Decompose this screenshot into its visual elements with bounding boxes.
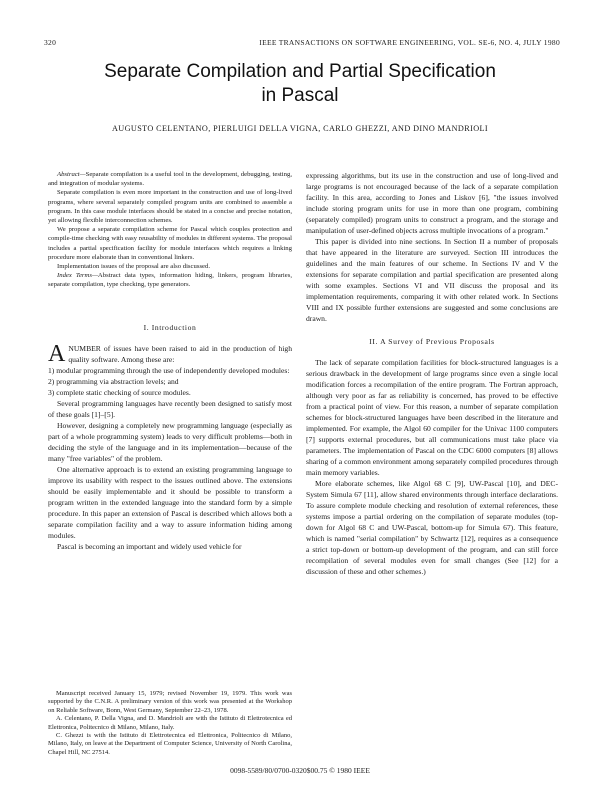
survey-heading: II. A Survey of Previous Proposals — [369, 337, 495, 346]
left-column — [48, 170, 292, 552]
intro-p1: ANUMBER of issues have been raised to aid in the production of high quality software. Among these are: — [48, 340, 292, 367]
right-p2: This paper is divided into nine sections. In Section II a number of proposals that have appeared in the literature are surveyed. Section III introduces the guidelines and the main features of our scheme. In Sections IV and V the extensions for separate compilation and partial specification are presented along with some examples. Sections VI and VII discuss the proposal and its implementation requirements, comparing it with other related work. In Sections VIII and IX possible further extensions are suggested and some conclusions are drawn. — [306, 237, 558, 323]
abstract-p1: Separate compilation is a useful tool in the development, debugging, testing, and integration of modular systems. — [48, 171, 292, 188]
abstract-p4: Implementation issues of the proposal are also discussed. — [57, 263, 211, 271]
abstract-lead: Abstract— — [57, 171, 86, 178]
intro-p4: One alternative approach is to extend an existing programming language to improve its usability with respect to the issues outlined above. The extensions should be easily implementable and it should be possible to transform a program written in the extended language into the standard form by a simple procedure. In this paper an extension of Pascal is described which allows both a separate compilation facility and a way to assure information hiding among modules. — [48, 464, 292, 540]
intro-item-2: 2) programming via abstraction levels; and — [48, 376, 179, 386]
right-p3: The lack of separate compilation facilities for block-structured languages is a serious drawback in the development of large programs since even a single local modification forces a recompilation of the entire program. The Fortran approach, although very poor as far as reliability is concerned, has proved to be effective from a practical point of view. For this reason, a number of separate compilation schemes for block-structured languages have been described in the literature and implemented. For example, the Algol 60 compiler for the Univac 1100 computers [7] supports external procedures, but all communications must take place via parameters. The implementation of Pascal on the CDC 6000 computers [8] allows sharing of a common environment among separately compiled procedures through main memory variables. — [306, 358, 558, 477]
intro-item-1: 1) modular programming through the use of independently developed modules: — [48, 365, 290, 375]
abstract-p3: We propose a separate compilation scheme for Pascal which couples protection and compile-time checking with easy reusability of modules in different systems. The proposal includes a partial specification facility for module interfaces which requires a linking procedure more elaborate than in conventional linkers. — [48, 226, 292, 261]
index-terms: Abstract data types, information hiding, linkers, program libraries, separate compilation, type checking, type generators. — [48, 272, 293, 289]
author-list: AUGUSTO CELENTANO, PIERLUIGI DELLA VIGNA, CARLO GHEZZI, AND DINO MANDRIOLI — [111, 124, 489, 133]
footnote-p2: A. Celentano, P. Della Vigna, and D. Mandrioli are with the Istituto di Elettrotecnica ed Elettronica, Politecnico di Milano, Milano, Italy. — [48, 715, 292, 731]
footnote — [48, 690, 292, 757]
right-p1: expressing algorithms, but its use in the construction and use of long-lived and large programs is not encouraged because of the lack of a separate compilation facility. In this area, according to Jones and Liskov [6], "the issues involved include storing program units for use in more than one program, combining (separately compiled) program units to construct a program, and the storage and manipulation of user-defined objects across multiple invocations of a program." — [306, 171, 558, 235]
intro-heading: I. Introduction — [143, 322, 197, 332]
footnote-p3: C. Ghezzi is with the Istituto di Elettrotecnica ed Elettronica, Politecnico di Milano, Milano, Italy, on leave at the Department of Computer Science, University of North Carolina, Chapel Hill, NC 27514. — [48, 732, 292, 756]
title-line-1: Separate Compilation and Partial Specification — [104, 61, 496, 82]
intro-p2: Several programming languages have recently been designed to satisfy most of these goals [1]–[5]. — [48, 398, 292, 419]
drop-cap: A — [48, 340, 66, 367]
intro-p3: However, designing a completely new programming language (especially as part of a whole programming system) leads to very difficult problems—both in deciding the style of the language and in its implementation—because of the many "free variables" of the problem. — [48, 420, 292, 463]
page-number: 320 — [44, 38, 57, 47]
title-line-2: in Pascal — [261, 85, 339, 106]
abstract-p2: Separate compilation is even more important in the construction and use of long-lived programs, where several separately compiled program units are combined to assemble a program. In this case module interfaces should be stated in a concise and precise notation, yet allowing flexible interconnection schemes. — [48, 189, 292, 225]
abstract — [48, 170, 292, 290]
intro-p5: Pascal is becoming an important and widely used vehicle for — [57, 541, 242, 551]
paper-title — [40, 60, 560, 108]
journal-header: IEEE TRANSACTIONS ON SOFTWARE ENGINEERING, VOL. SE-6, NO. 4, JULY 1980 — [259, 38, 560, 47]
copyright-line: 0098-5589/80/0700-0320$00.75 © 1980 IEEE — [230, 766, 370, 775]
footnote-p1: Manuscript received January 15, 1979; revised November 19, 1979. This work was supported by the C.N.R. A preliminary version of this work was presented at the Workshop on Reliable Software, Bonn, West Germany, September 22–23, 1978. — [48, 690, 292, 714]
right-p4: More elaborate schemes, like Algol 68 C [9], UW-Pascal [10], and DEC-System Simula 67 [11], allow shared environments through interface declarations. To assure complete module checking and resolution of external references, these systems impose a partial ordering on the compilation of separate modules (top-down for Algol 68 C and UW-Pascal, bottom-up for Simula 67). This feature, which is named "serial compilation" by Schwartz [12], requires as a consequence a strict top-down or bottom-up development of the program, and can still force recompilation of several modules even for small changes (See [12] for a discussion of these and other schemes.) — [306, 479, 558, 576]
intro-item-3: 3) complete static checking of source modules. — [48, 387, 191, 397]
index-terms-lead: Index Terms— — [57, 272, 98, 280]
right-column — [306, 170, 558, 577]
